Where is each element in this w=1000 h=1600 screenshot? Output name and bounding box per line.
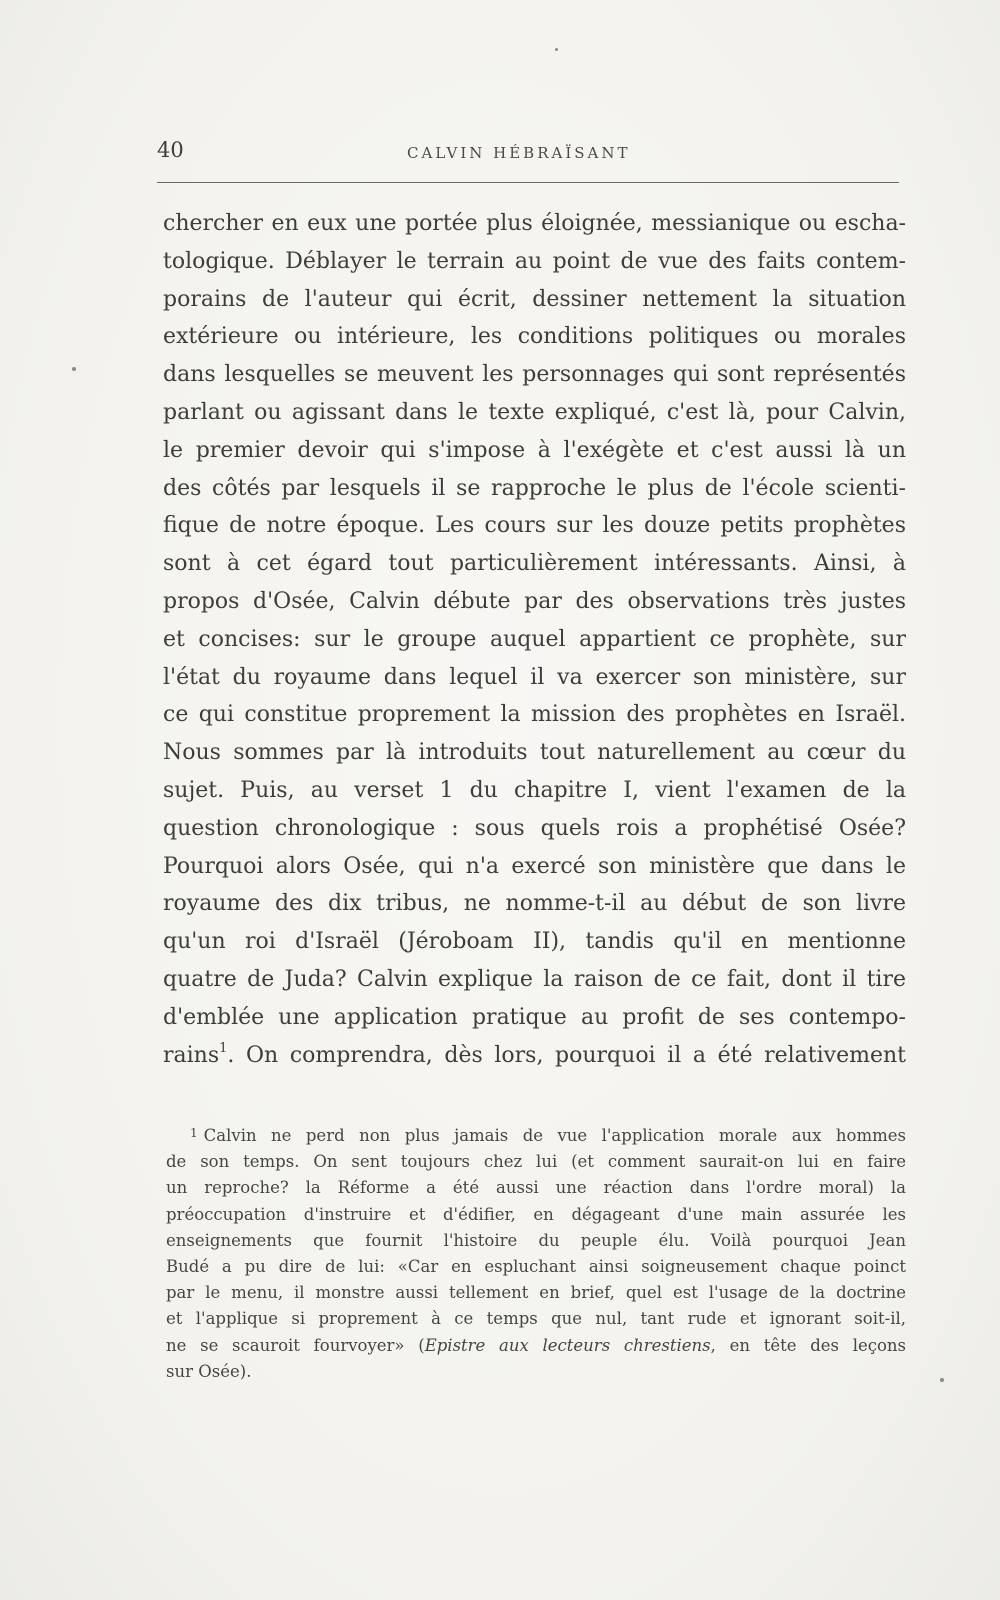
body-line: sujet. Puis, au verset 1 du chapitre I, vient l'examen de la	[163, 777, 906, 803]
body-line: extérieure ou intérieure, les conditions politiques ou morales	[163, 324, 906, 350]
footnote	[166, 1123, 906, 1385]
footnote-reference: 1	[219, 1041, 228, 1057]
body-line: des côtés par lesquels il se rapproche le plus de l'école scienti-	[163, 475, 906, 501]
paper-speck	[72, 367, 76, 371]
body-line: royaume des dix tribus, ne nomme-t-il au début de son livre	[163, 891, 906, 917]
running-title: CALVIN HÉBRAÏSANT	[407, 144, 631, 162]
body-line: dans lesquelles se meuvent les personnages qui sont représentés	[163, 362, 906, 388]
body-line: question chronologique : sous quels rois a prophétisé Osée?	[163, 815, 906, 841]
footnote-citation-before: ne se scauroit fourvoyer» (	[166, 1335, 425, 1355]
body-line: d'emblée une application pratique au profit de ses contempo-	[163, 1004, 906, 1030]
body-line: ce qui constitue proprement la mission des prophètes en Israël.	[163, 702, 906, 728]
body-line: Nous sommes par là introduits tout naturellement au cœur du	[163, 740, 906, 766]
page-header	[157, 138, 899, 174]
header-rule	[157, 182, 899, 183]
body-line: propos d'Osée, Calvin débute par des observations très justes	[163, 588, 906, 614]
footnote-first-line	[166, 1123, 906, 1149]
body-line: chercher en eux une portée plus éloignée, messianique ou escha-	[163, 211, 906, 236]
footnote-line: par le menu, il monstre aussi tellement en brief, quel est l'usage de la doctrine	[166, 1283, 906, 1303]
paper-speck	[555, 48, 558, 51]
body-last-line-start: rains	[163, 1042, 220, 1068]
footnote-line: et l'applique si proprement à ce temps que nul, tant rude et ignorant soit-il,	[166, 1309, 906, 1329]
body-line: le premier devoir qui s'impose à l'exégète et c'est aussi là un	[163, 437, 906, 463]
body-line: parlant ou agissant dans le texte expliqué, c'est là, pour Calvin,	[163, 399, 906, 425]
body-text	[163, 205, 906, 1074]
body-last-line	[163, 1037, 906, 1075]
footnote-line: de son temps. On sent toujours chez lui (et comment saurait-on lui en faire	[166, 1152, 906, 1172]
body-line: tologique. Déblayer le terrain au point de vue des faits contem-	[163, 248, 906, 274]
footnote-line: Budé a pu dire de lui: «Car en espluchant ainsi soigneusement chaque poinct	[166, 1256, 906, 1276]
body-line: fique de notre époque. Les cours sur les douze petits prophètes	[163, 513, 906, 539]
body-line: porains de l'auteur qui écrit, dessiner nettement la situation	[163, 286, 906, 312]
footnote-line: un reproche? la Réforme a été aussi une réaction dans l'ordre moral) la	[166, 1178, 906, 1198]
body-line: qu'un roi d'Israël (Jéroboam II), tandis qu'il en mentionne	[163, 929, 906, 955]
body-line: et concises: sur le groupe auquel appartient ce prophète, sur	[163, 626, 906, 652]
paper-speck	[940, 1378, 944, 1382]
footnote-line-citation	[166, 1333, 906, 1359]
body-line: l'état du royaume dans lequel il va exercer son ministère, sur	[163, 664, 906, 690]
footnote-citation-title: Epistre aux lecteurs chrestiens	[424, 1335, 711, 1355]
body-line: sont à cet égard tout particulièrement intéressants. Ainsi, à	[163, 551, 906, 577]
body-line: Pourquoi alors Osée, qui n'a exercé son ministère que dans le	[163, 853, 906, 879]
footnote-mark: 1	[190, 1126, 198, 1140]
body-line: quatre de Juda? Calvin explique la raison de ce fait, dont il tire	[163, 966, 906, 992]
footnote-line: Calvin ne perd non plus jamais de vue l'application morale aux hommes	[203, 1126, 906, 1145]
page-number: 40	[157, 138, 184, 162]
footnote-citation-after: , en tête des leçons	[710, 1335, 907, 1355]
footnote-line: enseignements que fournit l'histoire du peuple élu. Voilà pourquoi Jean	[166, 1230, 906, 1250]
footnote-last-line: sur Osée).	[166, 1361, 252, 1381]
footnote-line: préoccupation d'instruire et d'édifier, en dégageant d'une main assurée les	[166, 1204, 906, 1224]
body-last-line-end: . On comprendra, dès lors, pourquoi il a été relativement	[227, 1042, 906, 1068]
